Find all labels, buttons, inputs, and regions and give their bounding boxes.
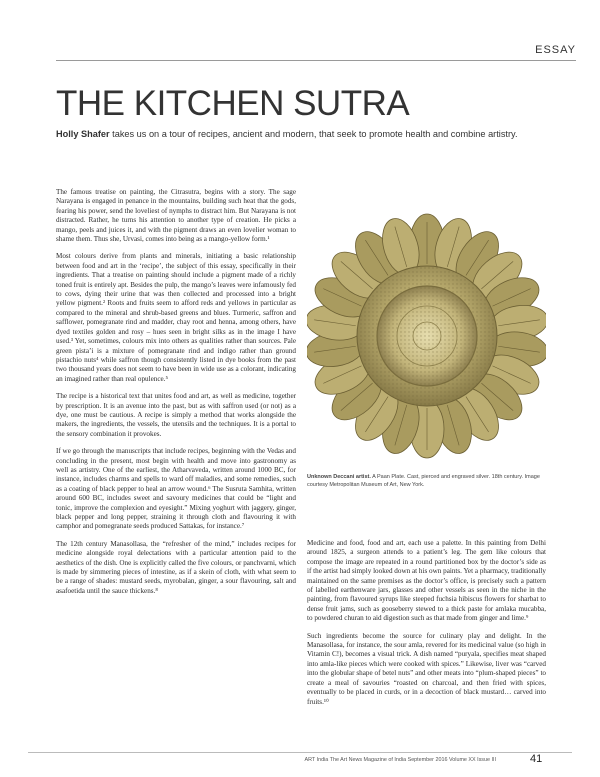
- author-name: Holly Shafer: [56, 129, 110, 139]
- section-divider: [56, 60, 576, 61]
- body-paragraph: Medicine and food, food and art, each use a palette. In this painting from Delhi around 1825, a surgeon attends to a patient’s leg. The gem like colours that compose the image are repeated in a round partitioned box by the doctor’s side as if the artist had simply looked down at his own paints. Yet a pharmacy, traditionally maintained on the same premises as the doctor’s office, is precisely such a pattern of labelled earthenware jars, glasses and other vessels as seen in the niche in the painting, from flavoured syrups like steeped fuchsia hibiscus flowers for sharbat to dense fruit jams, such as gooseberry stewed to a thick paste for amlaka mucabba, to powdered churan to aid digestion such as that made from ginger and lime.⁹: [307, 539, 546, 623]
- body-paragraph: Such ingredients become the source for culinary play and delight. In the Manasollasa, for instance, the sour amla, revered for its medicinal value (so high in Vitamin C!), becomes a visual trick. A dish named “puryala, specifies meat shaped into amla-like pieces which were cooked with spices.” Likewise, liver was “carved into the globular shape of betel nuts” and other meats into “plum-shaped pieces” to create a meal of savouries “roasted on charcoal, and then fried with spices, eventually to be placed in curds, or in a decoction of black mustard… carved into fruits.¹⁰: [307, 631, 546, 706]
- body-paragraph: The recipe is a historical text that unites food and art, as well as medicine, together by prescription. It is an avenue into the past, but as with saffron used (or not) as a dye, one must be cautious. A recipe is simply a method that works alongside the makers, the ingredients, the vessels, the utensils and the techniques. It is a portal to the sensory combination it provokes.: [56, 392, 296, 438]
- standfirst: [56, 128, 576, 140]
- caption-artist: Unknown Deccani artist.: [307, 474, 371, 480]
- section-label: ESSAY: [535, 44, 576, 56]
- right-column: [307, 539, 546, 715]
- article-title: THE KITCHEN SUTRA: [56, 84, 410, 123]
- footer-publication: ART India The Art News Magazine of India September 2016 Volume XX Issue III: [304, 757, 496, 763]
- body-paragraph: Most colours derive from plants and minerals, initiating a basic relationship between food and art in the ‘recipe’, the subject of this essay, specifically in their ingredients. That a treatise on painting should include a pigment made of a richly toned fruit is entirely apt. Besides the pulp, the mango’s leaves were infamously fed to cows, dying their urine that was then collected and processed into a bright yellow pigment.² Roots and fruits seem to afford reds and yellows in particular as compared to the mineral and shrub-based greens and blues. Turmeric, saffron and safflower, pomegranate rind and madder, chay root and henna, among others, have dyed textiles golden and rosy – hues seen in bright silks as in the image I have used.³ Yet, sometimes, colours mix into others as qualities rather than sources. Pale green pista’i is a mixture of pomegranate rind and indigo rather than ground pistachio nuts⁴ while saffron though consistently listed in dye books from the past two thousand years does not seem to have been in wide use as a colorant, indicating an imagined rather than real opulence.⁵: [56, 252, 296, 383]
- figure-caption: [307, 474, 546, 489]
- paan-plate-illustration: [307, 186, 546, 474]
- footer-divider: [28, 752, 572, 753]
- body-paragraph: The 12th century Manasollasa, the “refresher of the mind,” includes recipes for medicine alongside royal delectations with a particular attention paid to the aesthetics of the dish. One is explicitly called the five colours, or panchvarni, which is made by simmering pieces of intestine, as if a skein of cloth, with what seem to be a range of shades: mustard seeds, myrobalan, ginger, a sour flavouring, salt and asafoetida until the sauce thickens.⁸: [56, 539, 296, 595]
- page-number: 41: [530, 753, 543, 765]
- body-paragraph: If we go through the manuscripts that include recipes, beginning with the Vedas and concluding in the present, most begin with health and move into gastronomy as well as artistry. One of the earliest, the Atharvaveda, written around 1000 BC, for instance, includes charms and spells to ward off maladies, and some remedies, such as a coating of black pepper to heal an arrow wound.⁶ The Susruta Samhita, written around 600 BC, includes sweet and savoury medicines that could be “light and tonic, improve the complexion and eyesight.” Mixing yoghurt with jaggery, ginger, black pepper and long pepper, straining it through cloth and flavouring it with camphor and pomegranate seeds produced Sattakas, for instance.⁷: [56, 447, 296, 531]
- caption-text: A Paan Plate. Cast, pierced and engraved silver. 18th century. Image courtesy Metropolitan Museum of Art, New York.: [307, 474, 540, 488]
- left-column: [56, 188, 296, 604]
- paan-plate-image: [307, 186, 546, 474]
- body-paragraph: The famous treatise on painting, the Citrasutra, begins with a story. The sage Narayana is engaged in penance in the mountains, building such heat that the gods, fearing his power, send the loveliest of nymphs to distract him. But Narayana is not distracted. Rather, he turns his attention to another type of creation. He picks a mango, peels and juices it, and with the pigment draws an even lovelier woman to shame them. Thus she, Urvasi, comes into being as a mango-yellow form.¹: [56, 188, 296, 244]
- standfirst-text: takes us on a tour of recipes, ancient and modern, that seek to promote health and combine artistry.: [112, 129, 518, 139]
